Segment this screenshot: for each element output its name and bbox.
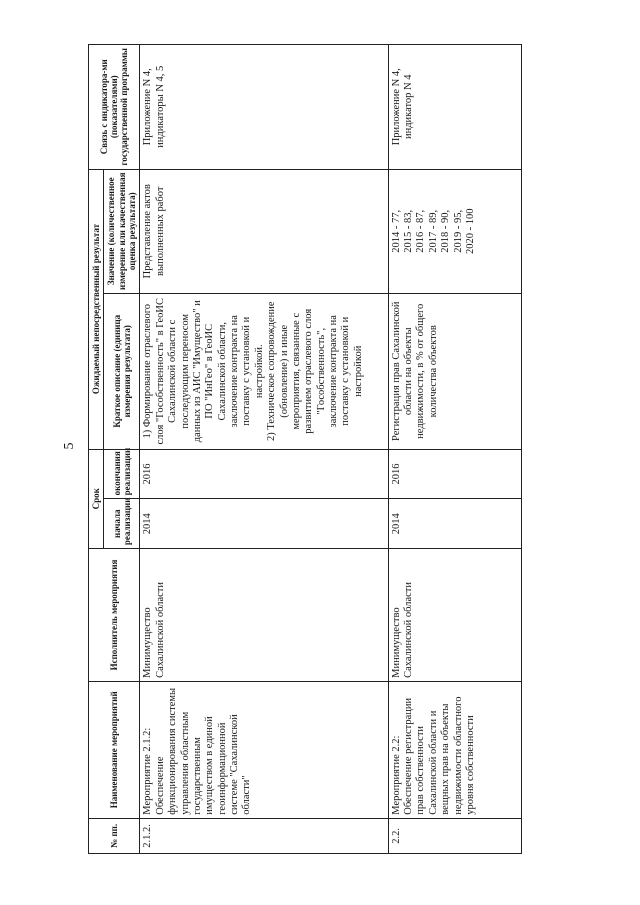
start-year: 2014 [388,499,521,549]
header-num: № пп. [89,818,140,853]
table-row [388,45,521,854]
header-executor: Исполнитель мероприятия [89,549,140,682]
header-short-description: Краткое описание (единица измерения результата) [104,293,140,449]
header-term-start: начала реализации [104,499,140,549]
measure-name: Мероприятие 2.2: Обеспечение регистрации прав собственности Сахалинской области и вещных прав на объекты недвижимости областного уровня собственности [388,681,521,818]
indicator-link: Приложение N 4, индикаторы N 4, 5 [140,45,388,170]
header-term-end: окончания реализации [104,449,140,499]
result-description: Регистрация прав Сахалинской области на объекты недвижимости, в % от общего количества объектов [388,293,521,449]
indicator-link: Приложение N 4, индикатор N 4 [388,45,521,170]
measures-table [88,44,522,854]
header-expected-result: Ожидаемый непосредственный результат [89,169,104,449]
header-indicator-link: Связь с индикатора-ми (показателями) государственной программы [89,45,140,170]
rotated-page-content [88,44,522,854]
header-name: Наименование мероприятий [89,681,140,818]
measure-name: Мероприятие 2.1.2: Обеспечение функционирования системы управления областным государственным имуществом в единой геоинформационной системе "Сахалинской области" [140,681,388,818]
result-description: 1) Формирование отраслевого слоя "Гособственность" в ГеоИС Сахалинской области с последующим переносом данных из АИС "Имущество" и ПО "ИнГео" в ГеоИС Сахалинской области, заключение контракта на поставку с установкой и настройкой. 2) Техническое сопровождение (обновление) и иные мероприятия, связанные с развитием отраслевого слоя "Гособственность", заключение контракта на поставку с установкой и настройкой [140,293,388,449]
header-row-1 [89,45,104,854]
row-number: 2.1.2. [140,818,388,853]
row-number: 2.2. [388,818,521,853]
header-term: Срок [89,449,104,549]
page-number: 5 [62,442,77,450]
end-year: 2016 [388,449,521,499]
result-value: 2014 - 77, 2015 - 83, 2016 - 87, 2017 - 89, 2018 - 90, 2019 - 95, 2020 - 100 [388,169,521,293]
executor: Минимущество Сахалинской области [388,549,521,682]
executor: Минимущество Сахалинской области [140,549,388,682]
result-value: Представление актов выполненных работ [140,169,388,293]
start-year: 2014 [140,499,388,549]
header-result-value: Значение (количественное измерение или качественная оценка результата) [104,169,140,293]
end-year: 2016 [140,449,388,499]
table-row [140,45,388,854]
